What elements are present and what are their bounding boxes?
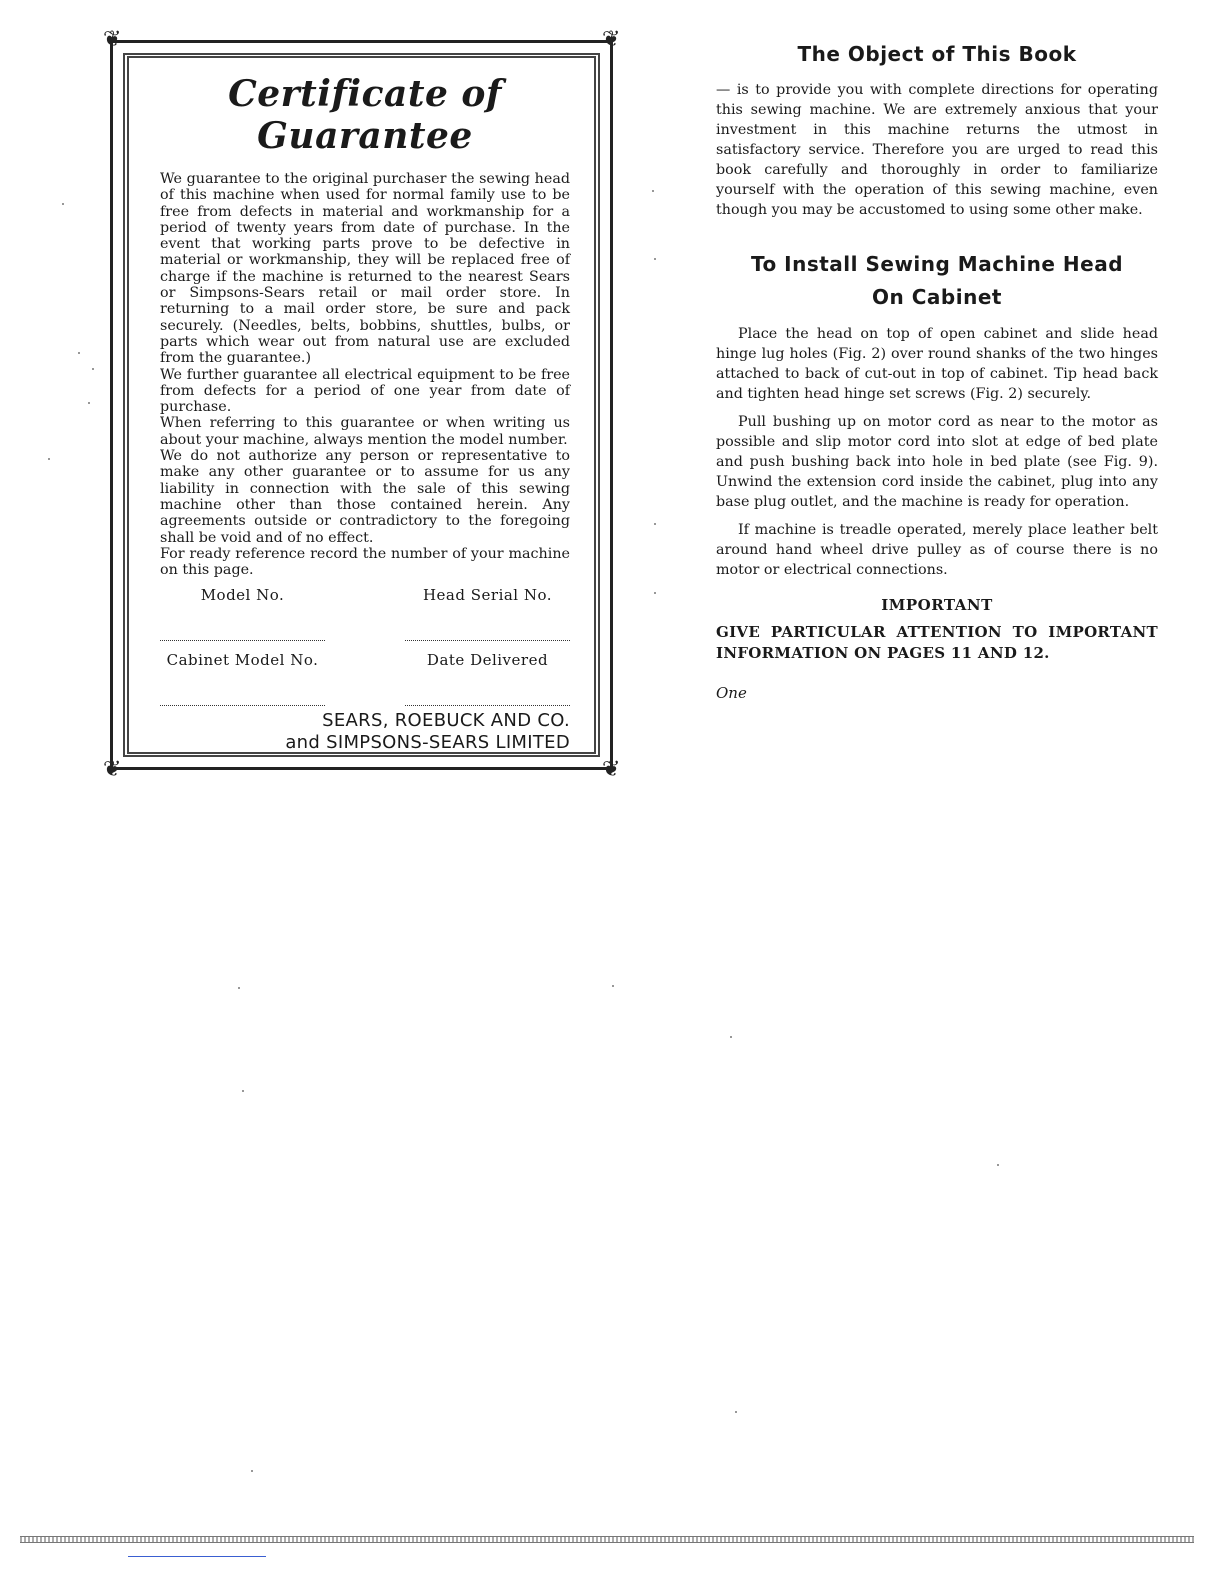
scan-speck	[78, 352, 80, 354]
cabinet-model-no-label: Cabinet Model No.	[166, 651, 319, 670]
company-name	[160, 710, 570, 754]
scan-speck	[48, 458, 50, 460]
important-title: IMPORTANT	[881, 596, 993, 614]
certificate-body	[160, 171, 570, 578]
scan-speck	[652, 190, 654, 192]
head-serial-no-line	[405, 608, 570, 641]
page-number: One	[716, 684, 747, 702]
model-no-line	[160, 608, 325, 641]
guarantee-paragraph: We guarantee to the original purchaser the sewing head of this machine when used for normal family use to be free from defects in material and workmanship for a period of twenty years from date of purchase. In the event that working parts prove to be defective in material or workmanship, they will be replaced free of charge if the machine is returned to the nearest Sears or Simpsons-Sears retail or mail order store. In returning to a mail order store, be sure and pack securely. (Needles, belts, bobbins, shuttles, bulbs, or parts which wear out from natural use are excluded from the guarantee.)	[160, 171, 570, 367]
link-underline[interactable]	[128, 1556, 266, 1557]
record-fields	[160, 586, 570, 716]
install-paragraph-head: Place the head on top of open cabinet and slide head hinge lug holes (Fig. 2) over round shanks of the two hinges attached to back of cut-out in top of cabinet. Tip head back and tighten head hinge set screws (Fig. 2) securely.	[716, 326, 1158, 402]
record-number-paragraph: For ready reference record the number of your machine on this page.	[160, 545, 570, 579]
scan-speck	[654, 523, 656, 525]
object-heading: The Object of This Book	[797, 42, 1077, 66]
scan-speck	[242, 1090, 244, 1092]
certificate-title: Certificate of Guarantee	[228, 73, 502, 157]
scan-speck	[62, 203, 64, 205]
certificate-frame	[103, 27, 621, 782]
bottom-rule	[20, 1536, 1194, 1543]
cabinet-model-no-field[interactable]	[160, 651, 325, 716]
scan-speck	[88, 402, 90, 404]
head-serial-no-field[interactable]	[405, 586, 570, 651]
important-body: GIVE PARTICULAR ATTENTION TO IMPORTANT INFORMATION ON PAGES 11 AND 12.	[716, 623, 1158, 662]
install-heading	[716, 248, 1158, 314]
certificate-content	[160, 73, 570, 754]
model-no-label: Model No.	[200, 586, 285, 605]
scan-speck	[730, 1036, 732, 1038]
head-serial-no-label: Head Serial No.	[422, 586, 553, 605]
cabinet-model-no-line	[160, 673, 325, 706]
company-line-1: SEARS, ROEBUCK AND CO.	[322, 710, 570, 732]
scan-speck	[654, 592, 656, 594]
date-delivered-label: Date Delivered	[426, 651, 549, 670]
corner-ornament-icon: ❦	[103, 27, 122, 52]
install-heading-line-2: On Cabinet	[872, 285, 1002, 309]
install-heading-line-1: To Install Sewing Machine Head	[750, 252, 1124, 276]
corner-ornament-icon: ❦	[602, 27, 621, 52]
corner-ornament-icon: ❦	[103, 757, 122, 782]
scan-speck	[92, 368, 94, 370]
company-line-2: and SIMPSONS-SEARS LIMITED	[285, 732, 570, 754]
scan-speck	[654, 258, 656, 260]
liability-paragraph: We do not authorize any person or representative to make any other guarantee or to assume for us any liability in connection with the sale of this sewing machine other than those contained herein. Any agreements outside or contradictory to the foregoing shall be void and of no effect.	[160, 448, 570, 546]
scan-speck	[251, 1470, 253, 1472]
corner-ornament-icon: ❦	[602, 757, 621, 782]
date-delivered-line	[405, 673, 570, 706]
reference-paragraph: When referring to this guarantee or when writing us about your machine, always mention the model number.	[160, 415, 570, 448]
scan-speck	[997, 1164, 999, 1166]
install-paragraph-treadle: If machine is treadle operated, merely place leather belt around hand wheel drive pulley as of course there is no motor or electrical connections.	[716, 522, 1158, 578]
date-delivered-field[interactable]	[405, 651, 570, 716]
model-no-field[interactable]	[160, 586, 325, 651]
scan-speck	[238, 987, 240, 989]
install-paragraph-motor: Pull bushing up on motor cord as near to the motor as possible and slip motor cord into slot at edge of bed plate and push bushing back into hole in bed plate (see Fig. 9). Unwind the extension cord inside the cabinet, plug into any base plug outlet, and the machine is ready for operation.	[716, 414, 1158, 510]
right-column	[716, 42, 1158, 702]
object-paragraph: — is to provide you with complete directions for operating this sewing machine. We are extremely anxious that your investment in this machine returns the utmost in satisfactory service. Therefore you are urged to read this book carefully and thoroughly in order to familiarize yourself with the operation of this sewing machine, even though you may be accustomed to using some other make.	[716, 82, 1158, 218]
electrical-guarantee-paragraph: We further guarantee all electrical equipment to be free from defects for a period of one year from date of purchase.	[160, 366, 570, 416]
scan-speck	[612, 985, 614, 987]
scan-speck	[735, 1411, 737, 1413]
